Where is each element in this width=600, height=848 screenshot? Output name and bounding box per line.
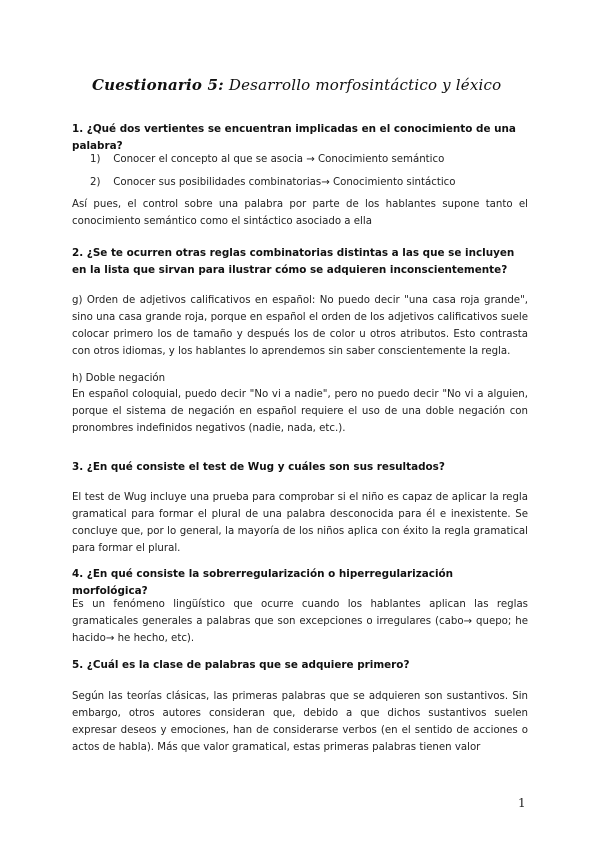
question-1: 1. ¿Qué dos vertientes se encuentran implicadas en el conocimiento de una palabra? [72,123,516,152]
answer-2-h: En español coloquial, puedo decir "No vi a nadie", pero no puedo decir "No vi a alguien, porque el sistema de negación en español requiere el uso de una doble negación con pronombres indefinidos negativos (nadie, nada, etc.). [72,389,528,434]
answer-5: Según las teorías clásicas, las primeras palabras que se adquieren son sustantivos. Sin embargo, otros autores consideran que, debido a que dichos sustantivos suelen expresar deseos y emociones, han de considerarse verbos (en el sentido de acciones o actos de habla). Más que valor gramatical, estas primeras palabras tienen valor [72,691,528,753]
document-title [92,76,552,94]
list-item-2 [90,174,530,191]
question-3: 3. ¿En qué consiste el test de Wug y cuáles son sus resultados? [72,461,445,473]
question-2: 2. ¿Se te ocurren otras reglas combinatorias distintas a las que se incluyen en la lista que sirvan para ilustrar cómo se adquieren inconscientemente? [72,247,515,276]
list-item-number: 1) [90,154,101,165]
question-5: 5. ¿Cuál es la clase de palabras que se adquiere primero? [72,659,410,671]
title-prefix: Cuestionario 5: [92,76,224,94]
list-item-number: 2) [90,177,101,188]
answer-4: Es un fenómeno lingüístico que ocurre cuando los hablantes aplican las reglas gramaticales generales a palabras que son excepciones o irregulares (cabo→ quepo; he hacido→ he hecho, etc). [72,599,528,644]
list-item-text: Conocer sus posibilidades combinatorias→ Conocimiento sintáctico [113,177,456,188]
question-4: 4. ¿En qué consiste la sobrerregularización o hiperregularización morfológica? [72,568,454,597]
page-number: 1 [518,796,526,810]
title-rest: Desarrollo morfosintáctico y léxico [228,76,502,94]
answer-2-g: g) Orden de adjetivos calificativos en español: No puedo decir "una casa roja grande", sino una casa grande roja, porque en español el orden de los adjetivos calificativos suele colocar primero los de tamaño y después los de color u otros atributos. Esto contrasta con otros idiomas, y los hablantes lo aprendemos sin saber conscientemente la regla. [72,295,528,357]
answer-1: Así pues, el control sobre una palabra por parte de los hablantes supone tanto el conocimiento semántico como el sintáctico asociado a ella [72,199,528,227]
list-item-text: Conocer el concepto al que se asocia → Conocimiento semántico [113,154,445,165]
answer-2-h-title: h) Doble negación [72,373,166,384]
list-item-1 [90,151,530,168]
answer-3: El test de Wug incluye una prueba para comprobar si el niño es capaz de aplicar la regla gramatical para formar el plural de una palabra desconocida para él e inexistente. Se concluye que, por lo general, la mayoría de los niños aplica con éxito la regla gramatical para formar el plural. [72,492,528,554]
